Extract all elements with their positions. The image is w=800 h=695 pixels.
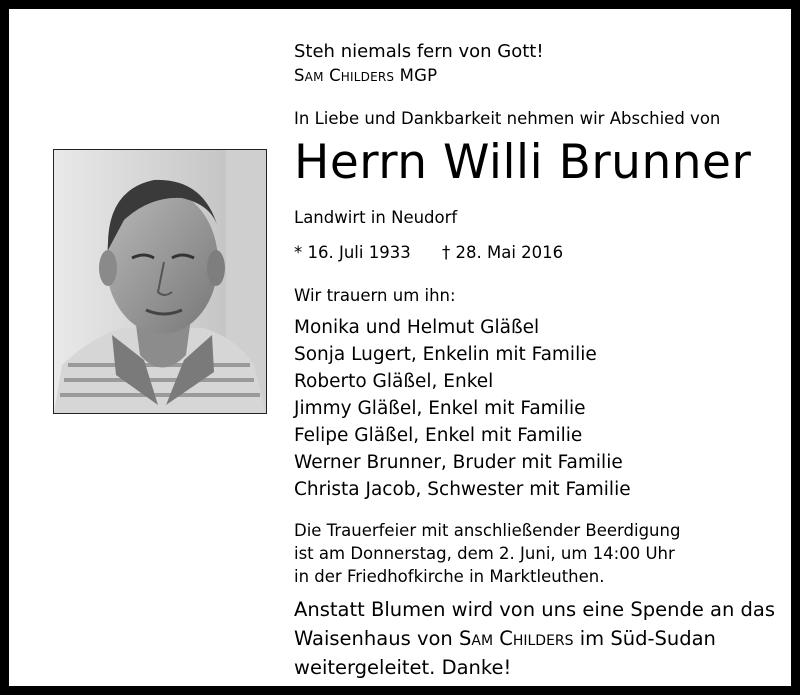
donation-text: Waisenhaus von	[294, 627, 459, 650]
mourner-name: Sonja Lugert, Enkelin mit Familie	[294, 344, 597, 365]
portrait-photo	[53, 149, 267, 414]
bible-verse: Steh niemals fern von Gott!	[294, 41, 544, 62]
funeral-details	[294, 519, 680, 588]
mourner-name: Christa Jacob, Schwester mit Familie	[294, 479, 631, 500]
donation-line	[294, 624, 775, 653]
funeral-line: ist am Donnerstag, dem 2. Juni, um 14:00 Uhr	[294, 544, 675, 563]
mourner-name: Jimmy Gläßel, Enkel mit Familie	[294, 398, 586, 419]
farewell-intro: In Liebe und Dankbarkeit nehmen wir Abschied von	[294, 109, 721, 128]
mourner-name: Monika und Helmut Gläßel	[294, 317, 540, 338]
verse-author: Sam Childers MGP	[294, 66, 438, 85]
mourner-name: Werner Brunner, Bruder mit Familie	[294, 452, 623, 473]
mourning-heading: Wir trauern um ihn:	[294, 286, 456, 305]
donation-line: Anstatt Blumen wird von uns eine Spende an das	[294, 598, 776, 621]
deceased-name: Herrn Willi Brunner	[294, 135, 752, 190]
death-date: † 28. Mai 2016	[442, 243, 564, 262]
funeral-line: Die Trauerfeier mit anschließender Beerdigung	[294, 521, 681, 540]
donation-line: weitergeleitet. Danke!	[294, 656, 512, 679]
mourner-name: Felipe Gläßel, Enkel mit Familie	[294, 425, 583, 446]
mourners-list	[294, 314, 631, 503]
donation-organization: Sam Childers	[458, 627, 574, 650]
mourner-name: Roberto Gläßel, Enkel	[294, 371, 494, 392]
donation-text: im Süd-Sudan	[573, 627, 716, 650]
deceased-occupation: Landwirt in Neudorf	[294, 208, 458, 227]
donation-note	[294, 595, 775, 682]
birth-date: * 16. Juli 1933	[294, 243, 411, 262]
funeral-line: in der Friedhofkirche in Marktleuthen.	[294, 567, 605, 586]
